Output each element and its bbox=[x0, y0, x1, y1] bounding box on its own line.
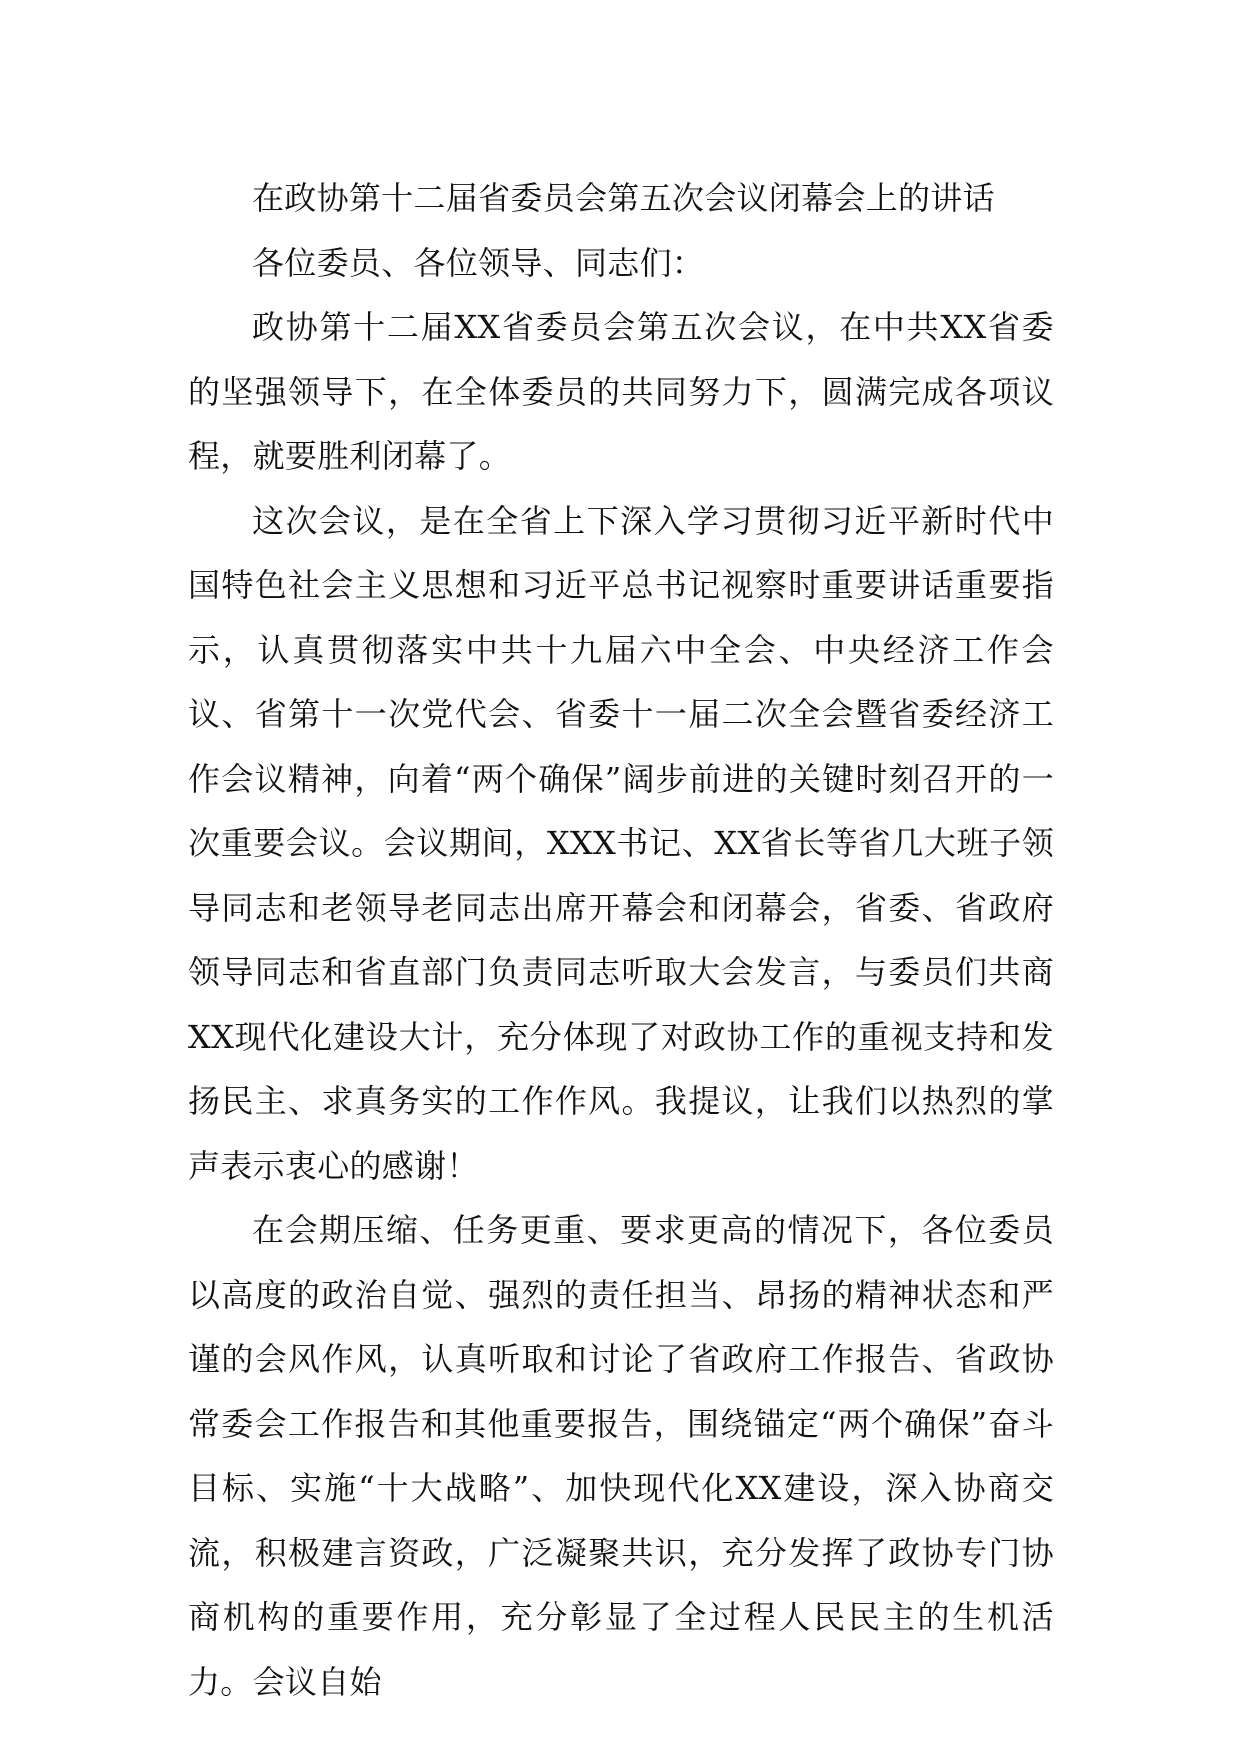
salutation: 各位委员、各位领导、同志们： bbox=[252, 243, 705, 282]
paragraph: 政协第十二届XX省委员会第五次会议，在中共XX省委的坚强领导下，在全体委员的共同努力下，圆满完成各项议程，就要胜利闭幕了。 bbox=[188, 308, 1054, 475]
paragraph: 在会期压缩、任务更重、要求更高的情况下，各位委员以高度的政治自觉、强烈的责任担当、昂扬的精神状态和严谨的会风作风，认真听取和讨论了省政府工作报告、省政协常委会工作报告和其他重要报告，围绕锚定“两个确保”奋斗目标、实施“十大战略”、加快现代化XX建设，深入协商交流，积极建言资政，广泛凝聚共识，充分发挥了政协专门协商机构的重要作用，充分彰显了全过程人民民主的生机活力。会议自始 bbox=[188, 1211, 1054, 1701]
document-title: 在政协第十二届省委员会第五次会议闭幕会上的讲话 bbox=[252, 179, 995, 217]
document-body bbox=[188, 166, 1054, 1714]
paragraph: 这次会议，是在全省上下深入学习贯彻习近平新时代中国特色社会主义思想和习近平总书记视察时重要讲话重要指示，认真贯彻落实中共十九届六中全会、中央经济工作会议、省第十一次党代会、省委十一届二次全会暨省委经济工作会议精神，向着“两个确保”阔步前进的关键时刻召开的一次重要会议。会议期间，XXX书记、XX省长等省几大班子领导同志和老领导老同志出席开幕会和闭幕会，省委、省政府领导同志和省直部门负责同志听取大会发言，与委员们共商XX现代化建设大计，充分体现了对政协工作的重视支持和发扬民主、求真务实的工作作风。我提议，让我们以热烈的掌声表示衷心的感谢！ bbox=[188, 501, 1054, 1185]
